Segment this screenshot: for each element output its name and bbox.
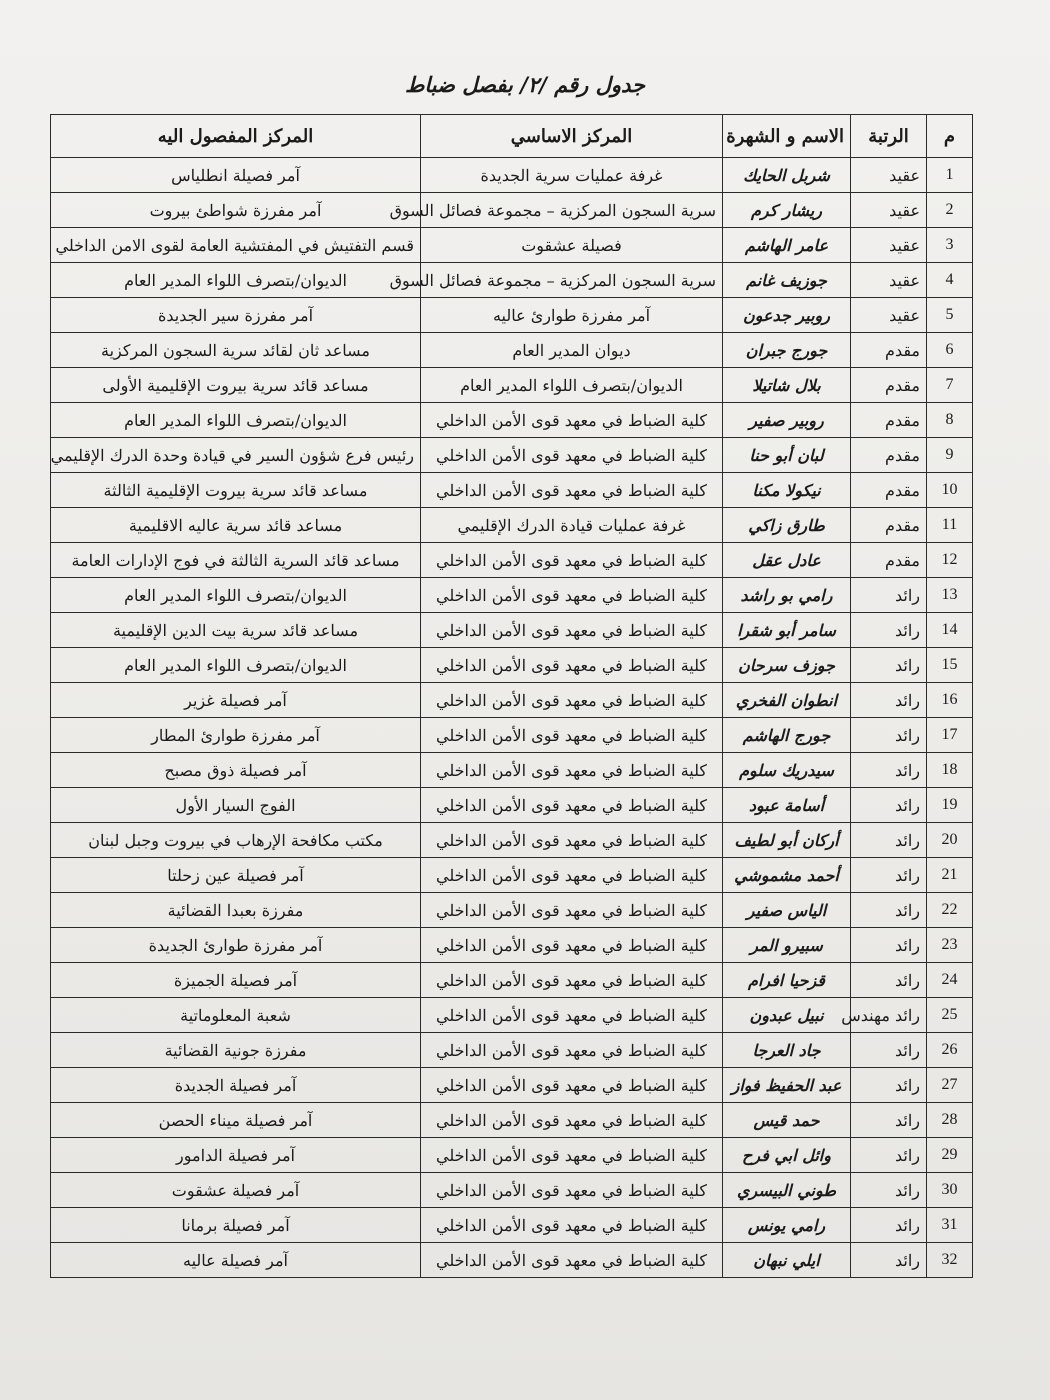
- cell-rank: مقدم: [851, 473, 927, 508]
- cell-number: 16: [927, 683, 973, 718]
- cell-assigned-post: مكتب مكافحة الإرهاب في بيروت وجبل لبنان: [51, 823, 421, 858]
- cell-original-post: كلية الضباط في معهد قوى الأمن الداخلي: [421, 858, 723, 893]
- cell-rank: رائد: [851, 613, 927, 648]
- cell-assigned-post: مفرزة بعبدا القضائية: [51, 893, 421, 928]
- cell-original-post: كلية الضباط في معهد قوى الأمن الداخلي: [421, 1208, 723, 1243]
- cell-rank: مقدم: [851, 508, 927, 543]
- cell-number: 32: [927, 1243, 973, 1278]
- cell-number: 29: [927, 1138, 973, 1173]
- table-row: [51, 753, 973, 788]
- cell-assigned-post: آمر فصيلة ذوق مصبح: [51, 753, 421, 788]
- cell-rank: رائد: [851, 1243, 927, 1278]
- cell-original-post: كلية الضباط في معهد قوى الأمن الداخلي: [421, 438, 723, 473]
- cell-rank: رائد: [851, 648, 927, 683]
- cell-rank: رائد: [851, 1138, 927, 1173]
- cell-name: عبد الحفيظ فواز: [723, 1068, 851, 1103]
- cell-number: 13: [927, 578, 973, 613]
- cell-original-post: كلية الضباط في معهد قوى الأمن الداخلي: [421, 1173, 723, 1208]
- table-row: [51, 648, 973, 683]
- cell-original-post: كلية الضباط في معهد قوى الأمن الداخلي: [421, 753, 723, 788]
- table-row: [51, 963, 973, 998]
- cell-rank: رائد: [851, 1068, 927, 1103]
- table-row: [51, 1103, 973, 1138]
- table-row: [51, 718, 973, 753]
- table-row: [51, 438, 973, 473]
- cell-rank: رائد: [851, 578, 927, 613]
- cell-number: 12: [927, 543, 973, 578]
- cell-rank: رائد: [851, 893, 927, 928]
- cell-number: 11: [927, 508, 973, 543]
- cell-name: قزحيا افرام: [723, 963, 851, 998]
- cell-rank: مقدم: [851, 403, 927, 438]
- cell-assigned-post: رئيس فرع شؤون السير في قيادة وحدة الدرك الإقليمي: [51, 438, 421, 473]
- cell-number: 8: [927, 403, 973, 438]
- cell-assigned-post: آمر مفرزة طوارئ الجديدة: [51, 928, 421, 963]
- cell-rank: رائد: [851, 1033, 927, 1068]
- cell-assigned-post: آمر فصيلة الدامور: [51, 1138, 421, 1173]
- cell-number: 9: [927, 438, 973, 473]
- cell-rank: رائد: [851, 858, 927, 893]
- cell-rank: رائد: [851, 823, 927, 858]
- cell-original-post: كلية الضباط في معهد قوى الأمن الداخلي: [421, 718, 723, 753]
- cell-original-post: كلية الضباط في معهد قوى الأمن الداخلي: [421, 788, 723, 823]
- header-original-post: المركز الاساسي: [421, 115, 723, 158]
- cell-name: أسامة عبود: [723, 788, 851, 823]
- cell-original-post: آمر مفرزة طوارئ عاليه: [421, 298, 723, 333]
- cell-name: جوزف سرحان: [723, 648, 851, 683]
- cell-original-post: ديوان المدير العام: [421, 333, 723, 368]
- cell-number: 4: [927, 263, 973, 298]
- cell-original-post: سرية السجون المركزية – مجموعة فصائل السوق: [421, 193, 723, 228]
- cell-rank: رائد: [851, 963, 927, 998]
- cell-original-post: كلية الضباط في معهد قوى الأمن الداخلي: [421, 823, 723, 858]
- document-title-text: جدول رقم /٢/ بفصل ضباط: [404, 72, 645, 97]
- cell-rank: رائد: [851, 1103, 927, 1138]
- cell-name: روبير صفير: [723, 403, 851, 438]
- cell-number: 31: [927, 1208, 973, 1243]
- table-row: [51, 998, 973, 1033]
- cell-name: شربل الحايك: [723, 158, 851, 193]
- cell-name: ريشار كرم: [723, 193, 851, 228]
- table-row: [51, 928, 973, 963]
- table-row: [51, 508, 973, 543]
- cell-number: 19: [927, 788, 973, 823]
- cell-name: طوني البيسري: [723, 1173, 851, 1208]
- cell-original-post: كلية الضباط في معهد قوى الأمن الداخلي: [421, 963, 723, 998]
- cell-assigned-post: آمر فصيلة انطلياس: [51, 158, 421, 193]
- cell-name: أركان أبو لطيف: [723, 823, 851, 858]
- cell-original-post: فصيلة عشقوت: [421, 228, 723, 263]
- cell-number: 10: [927, 473, 973, 508]
- cell-original-post: كلية الضباط في معهد قوى الأمن الداخلي: [421, 1068, 723, 1103]
- cell-number: 18: [927, 753, 973, 788]
- cell-assigned-post: مساعد قائد سرية بيروت الإقليمية الأولى: [51, 368, 421, 403]
- cell-assigned-post: آمر مفرزة طوارئ المطار: [51, 718, 421, 753]
- cell-number: 20: [927, 823, 973, 858]
- table-row: [51, 893, 973, 928]
- cell-rank: رائد: [851, 718, 927, 753]
- cell-number: 26: [927, 1033, 973, 1068]
- cell-original-post: غرفة عمليات سرية الجديدة: [421, 158, 723, 193]
- cell-rank: مقدم: [851, 543, 927, 578]
- cell-assigned-post: آمر فصيلة ميناء الحصن: [51, 1103, 421, 1138]
- cell-assigned-post: آمر فصيلة عين زحلتا: [51, 858, 421, 893]
- cell-assigned-post: قسم التفتيش في المفتشية العامة لقوى الامن الداخلي: [51, 228, 421, 263]
- header-assigned-post: المركز المفصول اليه: [51, 115, 421, 158]
- cell-rank: رائد: [851, 1173, 927, 1208]
- cell-assigned-post: الديوان/بتصرف اللواء المدير العام: [51, 403, 421, 438]
- cell-rank: رائد: [851, 753, 927, 788]
- document-title: [0, 72, 1050, 97]
- table-row: [51, 683, 973, 718]
- cell-assigned-post: آمر مفرزة سير الجديدة: [51, 298, 421, 333]
- cell-name: رامي بو راشد: [723, 578, 851, 613]
- table-row: [51, 823, 973, 858]
- table-row: [51, 403, 973, 438]
- cell-name: أحمد مشموشي: [723, 858, 851, 893]
- cell-original-post: كلية الضباط في معهد قوى الأمن الداخلي: [421, 1033, 723, 1068]
- cell-rank: رائد: [851, 928, 927, 963]
- cell-rank: رائد: [851, 1208, 927, 1243]
- cell-assigned-post: مساعد قائد سرية عاليه الاقليمية: [51, 508, 421, 543]
- cell-name: جورج جبران: [723, 333, 851, 368]
- cell-name: جورج الهاشم: [723, 718, 851, 753]
- cell-assigned-post: آمر فصيلة برمانا: [51, 1208, 421, 1243]
- cell-number: 6: [927, 333, 973, 368]
- cell-original-post: كلية الضباط في معهد قوى الأمن الداخلي: [421, 1243, 723, 1278]
- cell-name: طارق زاكي: [723, 508, 851, 543]
- table-header-row: [51, 115, 973, 158]
- cell-assigned-post: آمر فصيلة غزير: [51, 683, 421, 718]
- table-row: [51, 1138, 973, 1173]
- table-row: [51, 263, 973, 298]
- cell-rank: عقيد: [851, 263, 927, 298]
- officers-table: [50, 114, 973, 1278]
- cell-name: حمد قيس: [723, 1103, 851, 1138]
- cell-assigned-post: شعبة المعلوماتية: [51, 998, 421, 1033]
- cell-name: روبير جدعون: [723, 298, 851, 333]
- table-row: [51, 858, 973, 893]
- cell-assigned-post: مساعد قائد السرية الثالثة في فوج الإدارات العامة: [51, 543, 421, 578]
- table-row: [51, 333, 973, 368]
- cell-assigned-post: الديوان/بتصرف اللواء المدير العام: [51, 648, 421, 683]
- cell-original-post: سرية السجون المركزية – مجموعة فصائل السوق: [421, 263, 723, 298]
- cell-original-post: كلية الضباط في معهد قوى الأمن الداخلي: [421, 893, 723, 928]
- table-row: [51, 298, 973, 333]
- cell-number: 27: [927, 1068, 973, 1103]
- header-name: الاسم و الشهرة: [723, 115, 851, 158]
- cell-number: 25: [927, 998, 973, 1033]
- cell-name: سيدريك سلوم: [723, 753, 851, 788]
- table-row: [51, 1033, 973, 1068]
- table-row: [51, 1068, 973, 1103]
- cell-original-post: كلية الضباط في معهد قوى الأمن الداخلي: [421, 998, 723, 1033]
- cell-number: 1: [927, 158, 973, 193]
- cell-assigned-post: مساعد قائد سرية بيت الدين الإقليمية: [51, 613, 421, 648]
- cell-assigned-post: آمر فصيلة عاليه: [51, 1243, 421, 1278]
- table-row: [51, 788, 973, 823]
- table-row: [51, 473, 973, 508]
- cell-name: عادل عقل: [723, 543, 851, 578]
- cell-original-post: غرفة عمليات قيادة الدرك الإقليمي: [421, 508, 723, 543]
- table-row: [51, 1243, 973, 1278]
- header-number: م: [927, 115, 973, 158]
- cell-name: جاد العرجا: [723, 1033, 851, 1068]
- cell-original-post: كلية الضباط في معهد قوى الأمن الداخلي: [421, 1103, 723, 1138]
- table-row: [51, 193, 973, 228]
- cell-name: ايلي نبهان: [723, 1243, 851, 1278]
- cell-name: سامر أبو شقرا: [723, 613, 851, 648]
- cell-assigned-post: آمر فصيلة عشقوت: [51, 1173, 421, 1208]
- cell-rank: مقدم: [851, 438, 927, 473]
- cell-name: بلال شاتيلا: [723, 368, 851, 403]
- cell-original-post: كلية الضباط في معهد قوى الأمن الداخلي: [421, 473, 723, 508]
- cell-number: 15: [927, 648, 973, 683]
- cell-rank: رائد مهندس: [851, 998, 927, 1033]
- cell-name: رامي يونس: [723, 1208, 851, 1243]
- cell-assigned-post: مفرزة جونية القضائية: [51, 1033, 421, 1068]
- cell-number: 5: [927, 298, 973, 333]
- cell-original-post: كلية الضباط في معهد قوى الأمن الداخلي: [421, 543, 723, 578]
- cell-name: وائل ابي فرح: [723, 1138, 851, 1173]
- cell-original-post: كلية الضباط في معهد قوى الأمن الداخلي: [421, 648, 723, 683]
- cell-original-post: كلية الضباط في معهد قوى الأمن الداخلي: [421, 928, 723, 963]
- table-row: [51, 613, 973, 648]
- cell-assigned-post: آمر مفرزة شواطئ بيروت: [51, 193, 421, 228]
- cell-rank: رائد: [851, 683, 927, 718]
- cell-name: الياس صفير: [723, 893, 851, 928]
- header-rank: الرتبة: [851, 115, 927, 158]
- cell-number: 2: [927, 193, 973, 228]
- cell-rank: عقيد: [851, 298, 927, 333]
- table-row: [51, 228, 973, 263]
- cell-assigned-post: الديوان/بتصرف اللواء المدير العام: [51, 578, 421, 613]
- cell-name: جوزيف غانم: [723, 263, 851, 298]
- cell-original-post: كلية الضباط في معهد قوى الأمن الداخلي: [421, 578, 723, 613]
- cell-rank: مقدم: [851, 368, 927, 403]
- cell-assigned-post: آمر فصيلة الجديدة: [51, 1068, 421, 1103]
- table-row: [51, 1208, 973, 1243]
- cell-number: 14: [927, 613, 973, 648]
- cell-rank: عقيد: [851, 193, 927, 228]
- cell-original-post: كلية الضباط في معهد قوى الأمن الداخلي: [421, 403, 723, 438]
- table-row: [51, 1173, 973, 1208]
- cell-number: 23: [927, 928, 973, 963]
- table-row: [51, 578, 973, 613]
- cell-name: عامر الهاشم: [723, 228, 851, 263]
- cell-rank: مقدم: [851, 333, 927, 368]
- cell-assigned-post: الديوان/بتصرف اللواء المدير العام: [51, 263, 421, 298]
- cell-assigned-post: مساعد قائد سرية بيروت الإقليمية الثالثة: [51, 473, 421, 508]
- cell-name: سبيرو المر: [723, 928, 851, 963]
- cell-original-post: كلية الضباط في معهد قوى الأمن الداخلي: [421, 613, 723, 648]
- table-row: [51, 543, 973, 578]
- cell-number: 7: [927, 368, 973, 403]
- cell-number: 3: [927, 228, 973, 263]
- cell-name: انطوان الفخري: [723, 683, 851, 718]
- cell-original-post: كلية الضباط في معهد قوى الأمن الداخلي: [421, 1138, 723, 1173]
- cell-number: 22: [927, 893, 973, 928]
- cell-name: نيكولا مكنا: [723, 473, 851, 508]
- cell-assigned-post: آمر فصيلة الجميزة: [51, 963, 421, 998]
- cell-number: 28: [927, 1103, 973, 1138]
- cell-rank: عقيد: [851, 158, 927, 193]
- cell-number: 17: [927, 718, 973, 753]
- table-row: [51, 158, 973, 193]
- cell-assigned-post: الفوج السيار الأول: [51, 788, 421, 823]
- cell-number: 24: [927, 963, 973, 998]
- table-body: [51, 158, 973, 1278]
- cell-original-post: كلية الضباط في معهد قوى الأمن الداخلي: [421, 683, 723, 718]
- cell-number: 21: [927, 858, 973, 893]
- table-row: [51, 368, 973, 403]
- cell-rank: عقيد: [851, 228, 927, 263]
- cell-name: لبان أبو حنا: [723, 438, 851, 473]
- cell-rank: رائد: [851, 788, 927, 823]
- cell-number: 30: [927, 1173, 973, 1208]
- cell-assigned-post: مساعد ثان لقائد سرية السجون المركزية: [51, 333, 421, 368]
- cell-original-post: الديوان/بتصرف اللواء المدير العام: [421, 368, 723, 403]
- cell-name: نبيل عبدون: [723, 998, 851, 1033]
